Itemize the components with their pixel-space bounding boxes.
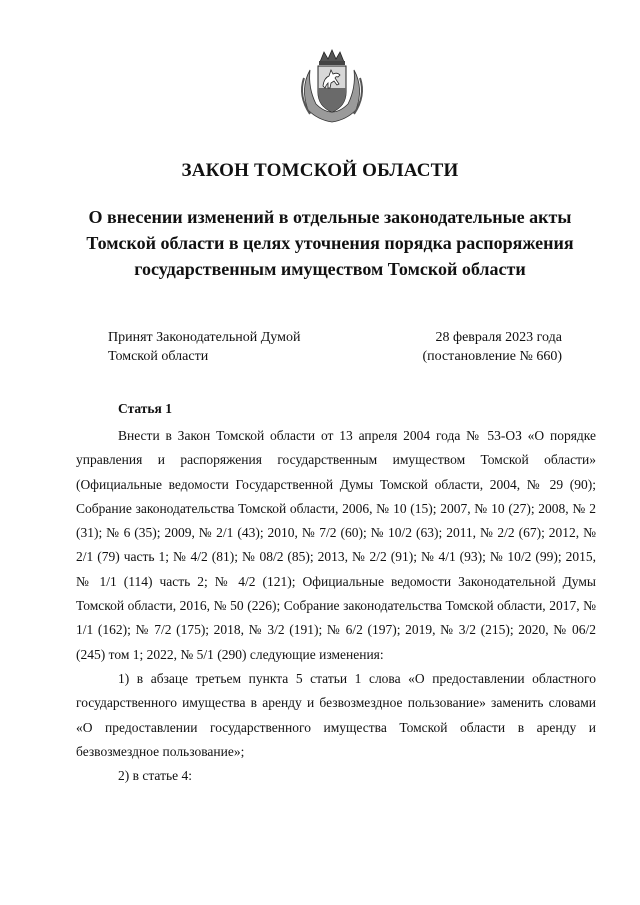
adopted-by-line1: Принят Законодательной Думой xyxy=(108,330,301,345)
resolution-number: (постановление № 660) xyxy=(422,349,562,364)
adopted-by-line2: Томской области xyxy=(108,349,209,364)
paragraph: Внести в Закон Томской области от 13 апреля 2004 года № 53-ОЗ «О порядке управления и распоряжения государственным имуществом Томской области» (Официальные ведомости Государственной Думы Томской области, 2004, № 29 (90); Собрание законодательства Томской области, 2006, № 10 (15); 2007, № 10 (27); 2008, № 2 (31); № 6 (35); 2009, № 2/1 (43); 2010, № 7/2 (60); № 10/2 (63); 2011, № 2/2 (67); 2012, № 2/1 (79) часть 1; № 4/2 (81); № 08/2 (85); 2013, № 2/2 (91); № 4/1 (93); № 10/2 (99); 2015, № 1/1 (114) часть 2; № 4/2 (121); Официальные ведомости Законодательной Думы Томской области, 2016, № 50 (226); Собрание законодательства Томской области, 2017, № 1/1 (162); № 7/2 (175); 2018, № 3/2 (191); № 6/2 (197); 2019, № 3/2 (215); 2020, № 06/2 (245) том 1; 2022, № 5/1 (290) следующие изменения: xyxy=(76,428,596,662)
article-body xyxy=(76,424,596,788)
law-title: ЗАКОН ТОМСКОЙ ОБЛАСТИ xyxy=(181,160,459,181)
adoption-date-block xyxy=(400,328,562,366)
law-subtitle: О внесении изменений в отдельные законодательные акты Томской области в целях уточнения порядка распоряжения государственным имуществом Томской области xyxy=(86,207,574,279)
adopted-by-block xyxy=(108,328,300,366)
paragraph: 2) в статье 4: xyxy=(118,768,192,784)
paragraph: 1) в абзаце третьем пункта 5 статьи 1 слова «О предоставлении областного государственного имущества в аренду и безвозмездное пользование» заменить словами «О предоставлении государственного имущества Томской области в аренду и безвозмездное пользование»; xyxy=(76,670,596,759)
adoption-date: 28 февраля 2023 года xyxy=(435,330,562,345)
coat-of-arms-icon xyxy=(296,48,368,124)
coat-of-arms-emblem xyxy=(296,48,368,124)
article-heading: Статья 1 xyxy=(118,401,172,416)
